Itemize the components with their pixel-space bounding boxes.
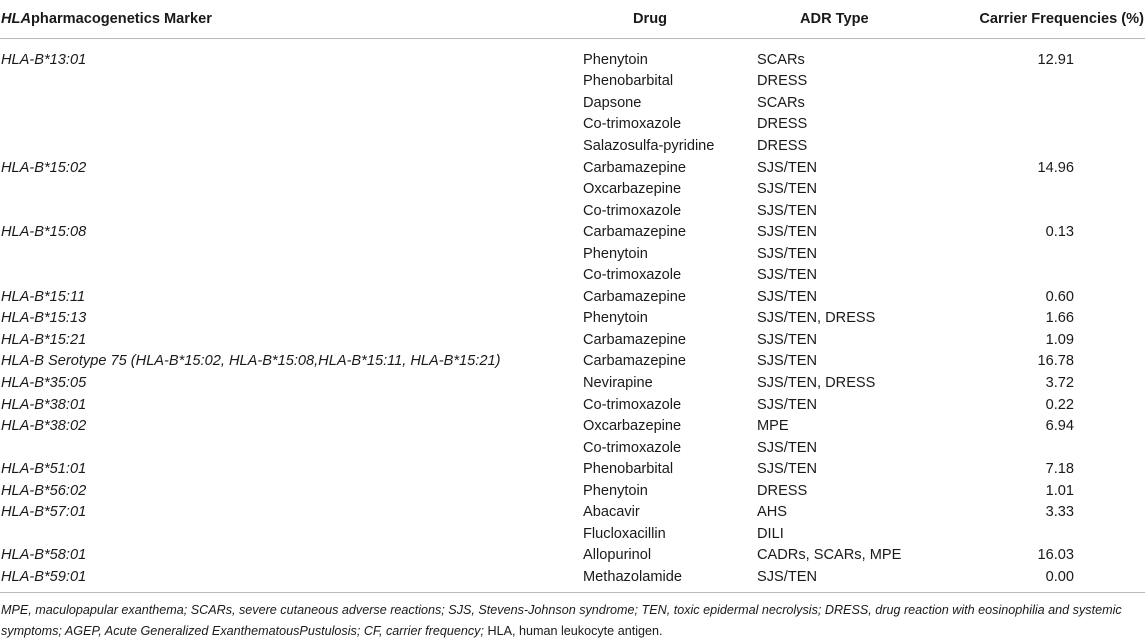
cell-marker [0,264,582,286]
table-row [0,523,1145,545]
table-row [0,458,1145,480]
header-adr-type: ADR Type [756,0,946,39]
cell-adr-type: SJS/TEN [757,353,818,370]
cell-marker [0,135,582,157]
header-marker-prefix: HLA [1,11,31,27]
cell-adr-type: SJS/TEN [757,439,818,456]
table-row [0,501,1145,523]
table-row [0,200,1145,222]
cell-carrier-frequency [946,243,1145,265]
cell-carrier-frequency [946,437,1145,459]
table-row [0,415,1145,437]
cell-drug: Carbamazepine [583,353,687,370]
table-row [0,178,1145,200]
cell-carrier-frequency: 7.18 [1045,461,1074,478]
cell-drug: Oxcarbazepine [583,418,682,435]
cell-drug: Abacavir [583,504,640,521]
cell-carrier-frequency [946,114,1145,136]
cell-marker: HLA-B*15:13 [1,310,87,327]
cell-drug: Co-trimoxazole [583,396,682,413]
cell-drug: Carbamazepine [583,159,687,176]
header-row [0,0,1145,39]
cell-marker: HLA-B*58:01 [1,547,87,564]
cell-marker [0,178,582,200]
cell-carrier-frequency: 0.13 [1045,224,1074,241]
cell-drug: Dapsone [583,94,642,111]
cell-marker: HLA-B*15:11 [1,288,86,305]
cell-marker [0,437,582,459]
cell-carrier-frequency [946,178,1145,200]
cell-drug: Phenytoin [583,482,648,499]
cell-drug: Phenytoin [583,245,648,262]
footnote [0,593,1145,642]
cell-adr-type: SJS/TEN, DRESS [757,310,876,327]
cell-drug: Co-trimoxazole [583,116,682,133]
header-drug: Drug [582,0,756,39]
cell-drug: Carbamazepine [583,224,687,241]
table-row [0,221,1145,243]
cell-adr-type: MPE [757,418,789,435]
table-row [0,308,1145,330]
cell-drug: Phenytoin [583,310,648,327]
cell-carrier-frequency [946,92,1145,114]
table-row [0,437,1145,459]
cell-marker [0,523,582,545]
cell-adr-type: AHS [757,504,788,521]
cell-adr-type: SJS/TEN [757,202,818,219]
cell-drug: Methazolamide [583,568,682,585]
table-row [0,545,1145,567]
cell-carrier-frequency [946,71,1145,93]
cell-marker: HLA-B*51:01 [1,461,87,478]
cell-marker [0,243,582,265]
cell-marker: HLA-B*38:01 [1,396,87,413]
cell-adr-type: DRESS [757,482,808,499]
cell-drug: Carbamazepine [583,288,687,305]
table-row [0,286,1145,308]
cell-carrier-frequency: 1.66 [1045,310,1074,327]
cell-drug: Salazosulfa-pyridine [583,137,715,154]
cell-adr-type: DRESS [757,137,808,154]
cell-marker: HLA-B Serotype 75 (HLA-B*15:02, HLA-B*15:08,HLA-B*15:11, HLA-B*15:21) [1,353,501,370]
table-body [0,39,1145,596]
header-marker [0,0,582,39]
cell-adr-type: SJS/TEN [757,331,818,348]
table-row [0,329,1145,351]
cell-carrier-frequency: 3.72 [1045,374,1074,391]
table-row [0,243,1145,265]
cell-adr-type: SJS/TEN [757,461,818,478]
cell-drug: Flucloxacillin [583,525,666,542]
cell-adr-type: SJS/TEN [757,245,818,262]
cell-marker: HLA-B*56:02 [1,482,87,499]
cell-adr-type: SJS/TEN [757,568,818,585]
cell-adr-type: CADRs, SCARs, MPE [757,547,902,564]
cell-drug: Phenobarbital [583,461,674,478]
cell-adr-type: SCARs [757,51,805,68]
footnote-section [0,592,1145,642]
table-row [0,71,1145,93]
cell-adr-type: SJS/TEN [757,267,818,284]
cell-carrier-frequency: 0.00 [1045,568,1074,585]
cell-carrier-frequency: 1.01 [1045,482,1074,499]
cell-carrier-frequency: 6.94 [1045,418,1074,435]
cell-adr-type: DILI [757,525,784,542]
cell-adr-type: SJS/TEN [757,159,818,176]
cell-drug: Allopurinol [583,547,652,564]
cell-drug: Co-trimoxazole [583,202,682,219]
table-row [0,39,1145,71]
cell-drug: Oxcarbazepine [583,181,682,198]
footnote-abbreviations: MPE, maculopapular exanthema; SCARs, severe cutaneous adverse reactions; SJS, Stevens-Johnson syndrome; TEN, toxic epidermal necrolysis; DRESS, drug reaction with eosinophilia and systemic symptoms; AGEP, Acute Generalized ExanthematousPustulosis; CF, carrier frequency; [1,603,1122,638]
cell-carrier-frequency: 16.78 [1037,353,1074,370]
cell-carrier-frequency [946,135,1145,157]
cell-marker: HLA-B*57:01 [1,504,87,521]
cell-marker: HLA-B*13:01 [1,51,87,68]
cell-adr-type: SCARs [757,94,805,111]
cell-drug: Phenytoin [583,51,648,68]
cell-drug: Co-trimoxazole [583,439,682,456]
cell-carrier-frequency: 14.96 [1037,159,1074,176]
cell-carrier-frequency: 0.60 [1045,288,1074,305]
table-row [0,351,1145,373]
cell-drug: Phenobarbital [583,73,674,90]
header-carrier-frequency: Carrier Frequencies (%) [946,0,1145,39]
cell-carrier-frequency: 12.91 [1037,51,1074,68]
cell-marker [0,92,582,114]
cell-carrier-frequency [946,200,1145,222]
cell-adr-type: SJS/TEN, DRESS [757,374,876,391]
table-row [0,394,1145,416]
cell-marker: HLA-B*15:02 [1,159,87,176]
cell-marker: HLA-B*15:08 [1,224,87,241]
cell-carrier-frequency: 16.03 [1037,547,1074,564]
cell-carrier-frequency [946,264,1145,286]
cell-carrier-frequency: 3.33 [1045,504,1074,521]
cell-adr-type: SJS/TEN [757,181,818,198]
cell-drug: Carbamazepine [583,331,687,348]
table-header [0,0,1145,39]
table-row [0,480,1145,502]
table-row [0,372,1145,394]
header-marker-rest: pharmacogenetics Marker [31,11,212,27]
cell-adr-type: SJS/TEN [757,224,818,241]
cell-carrier-frequency: 1.09 [1045,331,1074,348]
table-row [0,92,1145,114]
cell-marker [0,200,582,222]
cell-marker: HLA-B*35:05 [1,374,87,391]
table-row [0,114,1145,136]
cell-adr-type: DRESS [757,73,808,90]
cell-carrier-frequency: 0.22 [1045,396,1074,413]
cell-marker [0,114,582,136]
cell-marker [0,71,582,93]
cell-drug: Co-trimoxazole [583,267,682,284]
table-row [0,264,1145,286]
cell-marker: HLA-B*59:01 [1,568,87,585]
cell-adr-type: SJS/TEN [757,288,818,305]
table-row [0,157,1145,179]
cell-marker: HLA-B*15:21 [1,331,87,348]
table-row [0,135,1145,157]
cell-adr-type: SJS/TEN [757,396,818,413]
cell-drug: Nevirapine [583,374,653,391]
cell-adr-type: DRESS [757,116,808,133]
footnote-hla: HLA, human leukocyte antigen. [483,624,663,638]
cell-marker: HLA-B*38:02 [1,418,87,435]
cell-carrier-frequency [946,523,1145,545]
